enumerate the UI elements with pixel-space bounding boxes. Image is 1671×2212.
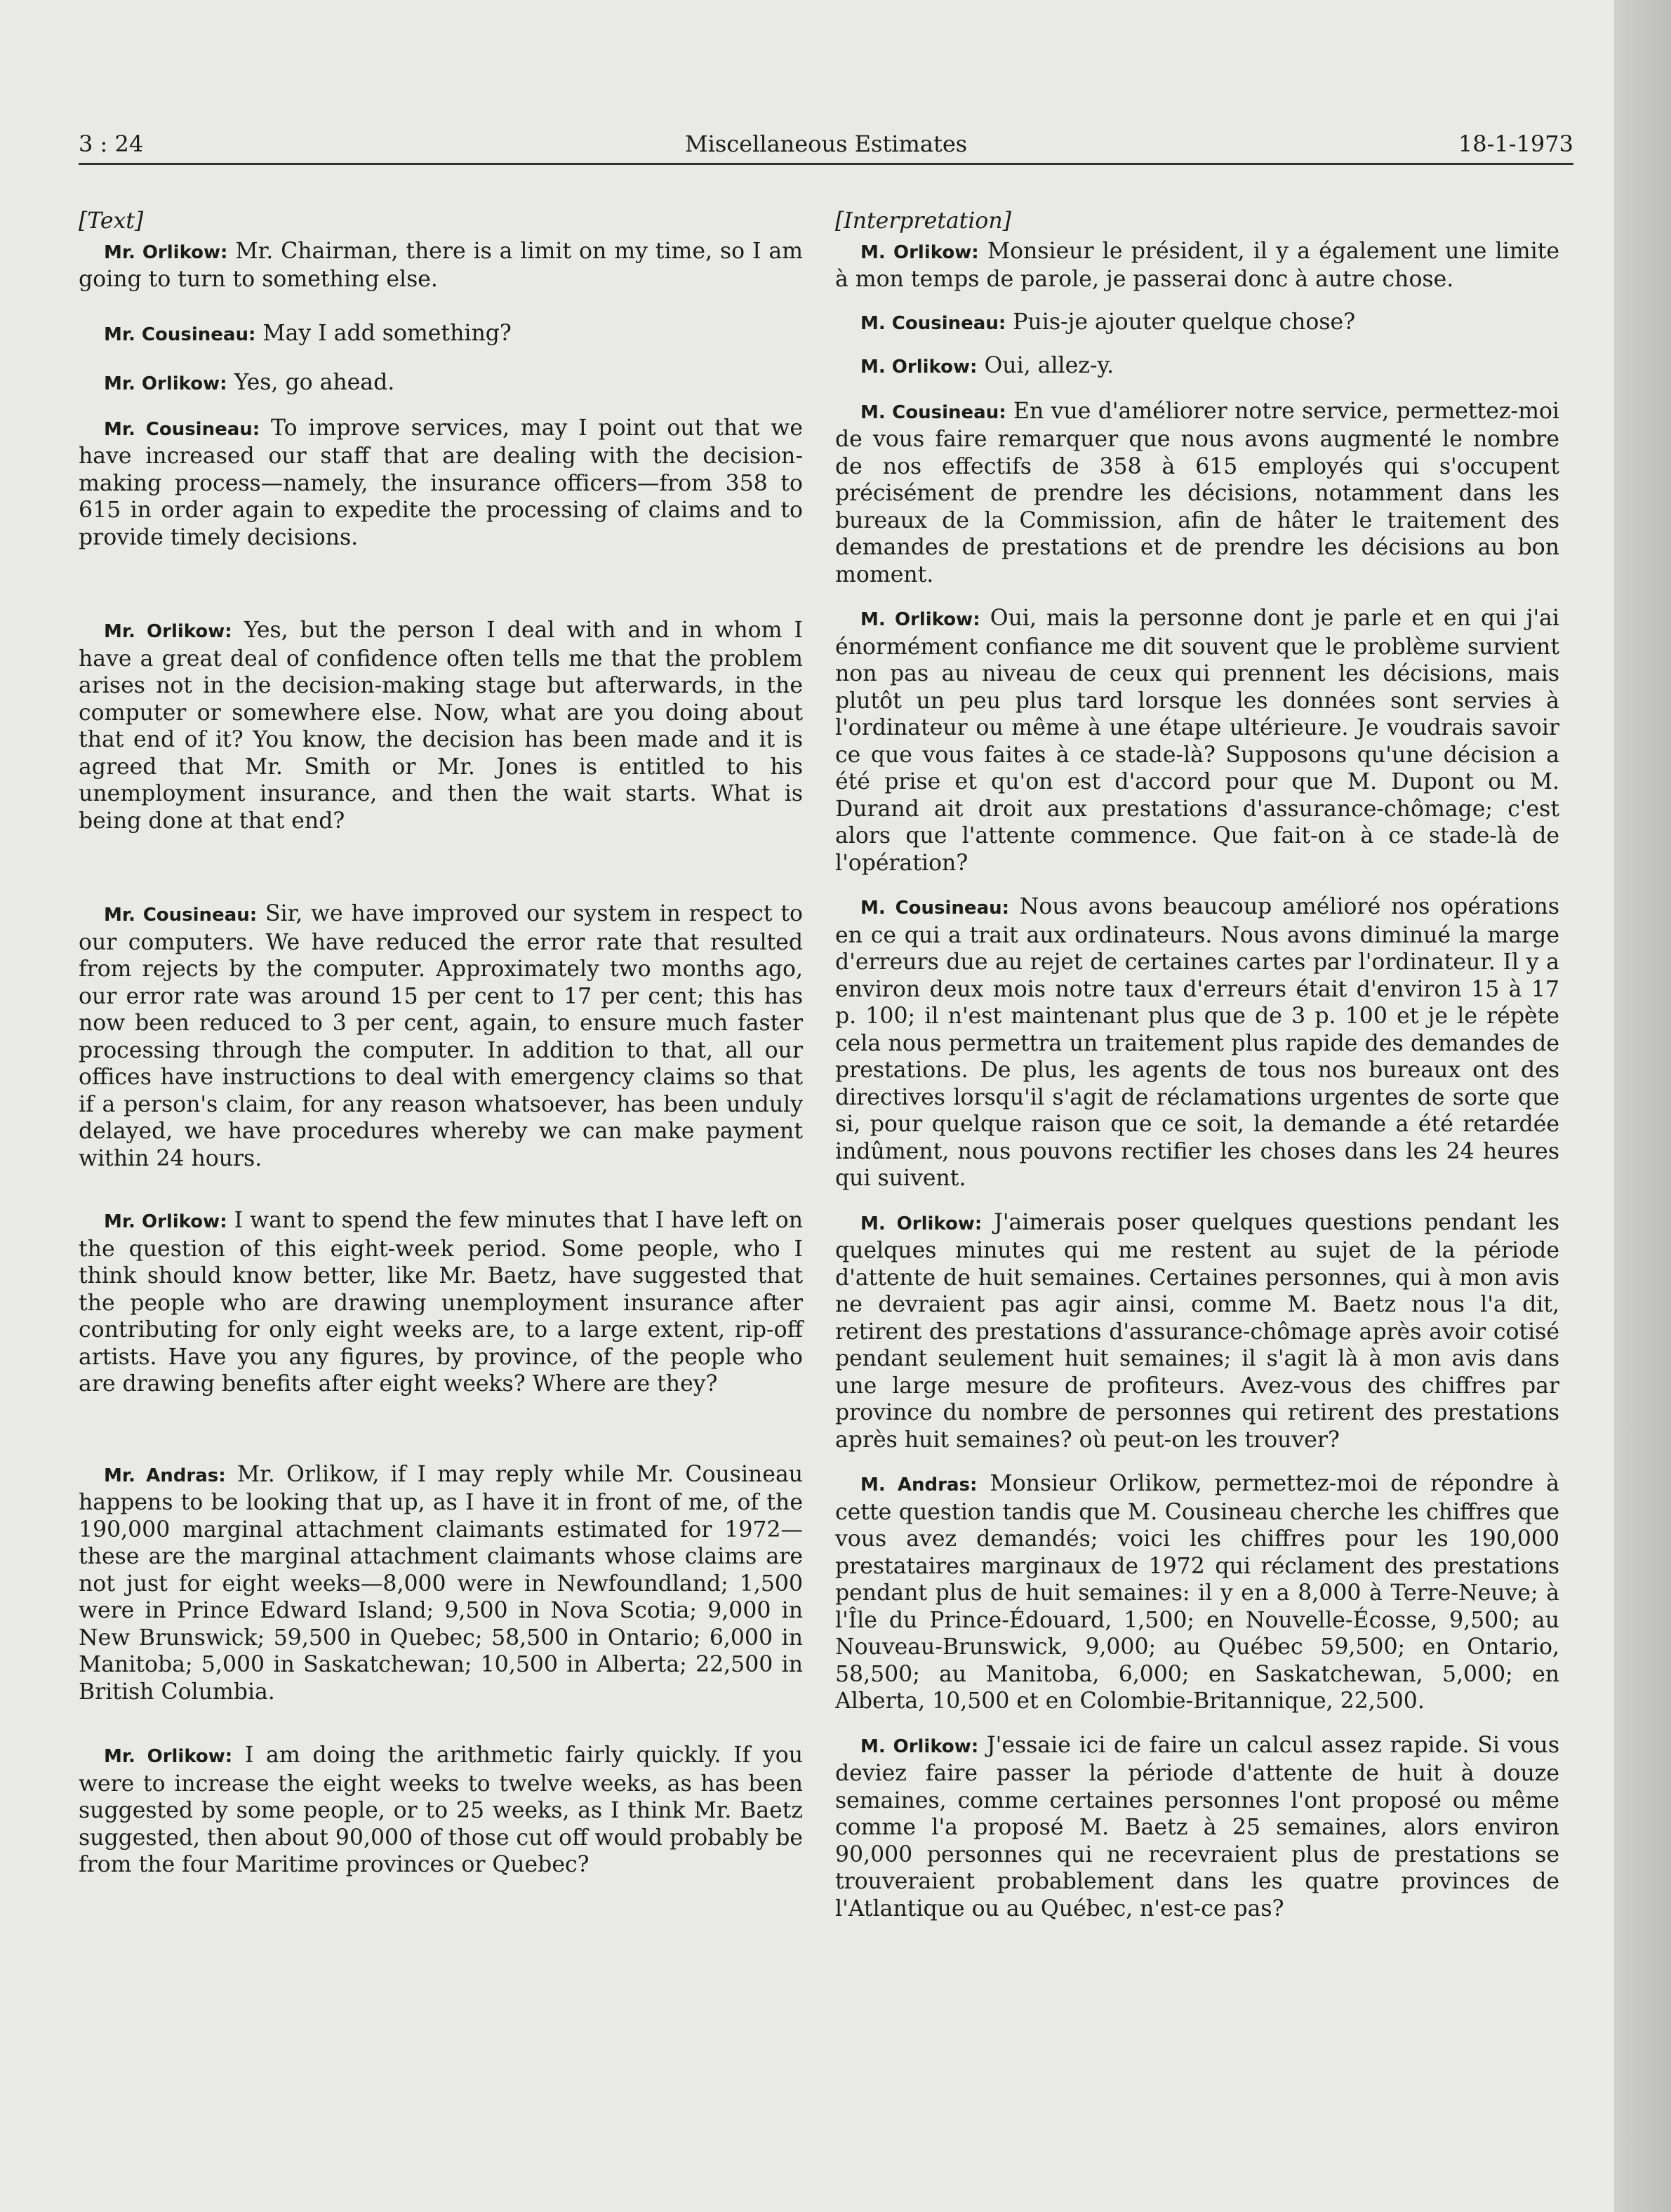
speaker-name: M. Orlikow: [860,241,979,263]
speech-text: Monsieur le président, il y a également une limite à mon temps de parole, je passerai donc à autre chose. [835,238,1559,292]
speech-text: I am doing the arithmetic fairly quickly. If you were to increase the eight weeks to twelve weeks, as has been suggested by some people, or to 25 weeks, as I think Mr. Baetz suggested, then about 90,000 of those cut off would probably be from the four Maritime provinces or Quebec? [79,1743,803,1877]
french-column [835,208,1559,1922]
speaker-name: M. Cousineau: [860,312,1006,334]
speaker-name: Mr. Orlikow: [104,373,227,394]
speaker-name: M. Cousineau: [860,401,1006,423]
paragraph [79,415,803,552]
speech-text: En vue d'améliorer notre service, permettez-moi de vous faire remarquer que nous avons augmenté le nombre de nos effectifs de 358 à 615 employés qui s'occupent précisément de prendre les décisions, notamment dans les bureaux de la Commission, afin de hâter le traitement des demandes de prestations et de prendre les décisions au bon moment. [835,398,1559,587]
speaker-name: Mr. Cousineau: [104,324,256,345]
paragraph [79,1461,803,1706]
speaker-name: M. Andras: [860,1474,978,1495]
speech-text: Oui, allez-y. [984,353,1114,378]
paragraph [79,900,803,1172]
speaker-name: M. Orlikow: [860,357,978,378]
speaker-name: M. Orlikow: [860,1213,983,1234]
speech-text: Nous avons beaucoup amélioré nos opérations en ce qui a trait aux ordinateurs. Nous avons diminué la marge d'erreurs due au rejet de certaines cartes par l'ordinateur. Il y a environ deux mois notre taux d'erreurs était d'environ 15 à 17 p. 100; il n'est maintenant plus que de 3 p. 100 et je le répète cela nous permettra un traitement plus rapide des demandes de prestations. De plus, les agents de tous nos bureaux ont des directives lorsqu'il s'agit de réclamations urgentes de sorte que si, pour quelque raison que ce soit, la demande a été retardée indûment, nous pouvons rectifier les choses dans les 24 heures qui suivent. [835,894,1559,1191]
speech-text: J'essaie ici de faire un calcul assez rapide. Si vous deviez faire passer la période d'attente de huit à douze semaines, comme certaines personnes l'ont proposé ou même comme l'a proposé M. Baetz à 25 semaines, alors environ 90,000 personnes qui ne recevraient plus de prestations se trouveraient probablement dans les quatre provinces de l'Atlantique ou au Québec, n'est-ce pas? [835,1732,1559,1921]
paragraph [79,238,803,293]
speech-text: I want to spend the few minutes that I have left on the question of this eight-week period. Some people, who I think should know better, like Mr. Baetz, have suggested that the people who are drawing unemployment insurance after contributing for only eight weeks are, to a large extent, rip-off artists. Have you any figures, by province, of the people who are drawing benefits after eight weeks? Where are they? [79,1208,803,1397]
speaker-name: M. Cousineau: [860,898,1010,919]
english-column [79,208,803,1879]
paragraph [835,1732,1559,1923]
page-header [79,124,1573,165]
speech-text: Oui, mais la personne dont je parle et en qui j'ai énormément confiance me dit souvent que le problème survient non pas au niveau de ceux qui prennent les décisions, mais plutôt un peu plus tard lorsque les données sont servies à l'ordinateur ou même à une étape ultérieure. Je voudrais savoir ce que vous faites à ce stade-là? Supposons qu'une décision a été prise et qu'on est d'accord pour que M. Dupont ou M. Durand ait droit aux prestations d'assurance-chômage; c'est alors que l'attente commence. Que fait-on à ce stade-là de l'opération? [835,606,1559,876]
column-label-interpretation: [Interpretation] [835,208,1011,234]
page-edge [1614,0,1671,2212]
speaker-name: Mr. Andras: [104,1465,226,1486]
speaker-name: M. Orlikow: [860,1735,979,1757]
paragraph [835,352,1559,381]
speaker-name: Mr. Orlikow: [104,241,228,263]
speech-text: Mr. Orlikow, if I may reply while Mr. Cousineau happens to be looking that up, as I have it in front of me, of the 190,000 marginal attachment claimants estimated for 1972—these are the marginal attachment claimants whose claims are not just for eight weeks—8,000 were in Newfoundland; 1,500 were in Prince Edward Island; 9,500 in Nova Scotia; 9,000 in New Brunswick; 59,500 in Quebec; 58,500 in Ontario; 6,000 in Manitoba; 5,000 in Saskatchewan; 10,500 in Alberta; 22,500 in British Columbia. [79,1461,804,1705]
speaker-name: Mr. Cousineau: [104,418,260,440]
column-label-text: [Text] [79,208,144,234]
paragraph [835,605,1559,877]
speech-text: Sir, we have improved our system in respect to our computers. We have reduced the error rate that resulted from rejects by the computer. Approximately two months ago, our error rate was around 15 per cent to 17 per cent; this has now been reduced to 3 per cent, again, to ensure much faster processing through the computer. In addition to that, all our offices have instructions to deal with emergency claims so that if a person's claim, for any reason whatsoever, has been unduly delayed, we have procedures whereby we can make payment within 24 hours. [79,901,803,1171]
paragraph [79,1207,803,1398]
speech-text: May I add something? [262,320,512,346]
running-title: Miscellaneous Estimates [684,131,968,157]
paragraph [79,320,803,349]
paragraph [835,893,1559,1192]
paragraph [79,617,803,834]
speaker-name: Mr. Orlikow: [104,1746,233,1767]
paragraph [835,1209,1559,1454]
speaker-name: Mr. Orlikow: [104,621,232,642]
speech-text: J'aimerais poser quelques questions pendant les quelques minutes qui me restent au sujet de la période d'attente de huit semaines. Certaines personnes, qui à mon avis ne devraient pas agir ainsi, comme M. Baetz nous l'a dit, retirent des prestations d'assurance-chômage après avoir cotisé pendant seulement huit semaines; il s'agit là à mon avis dans une large mesure de profiteurs. Avez-vous des chiffres par province du nombre de personnes qui retirent des prestations après huit semaines? où peut-on les trouver? [835,1209,1559,1453]
paragraph [79,369,803,398]
header-date: 18-1-1973 [1458,131,1573,157]
speaker-name: M. Orlikow: [860,609,980,630]
paragraph [835,398,1559,589]
speech-text: To improve services, may I point out that we have increased our staff that are dealing with the decision-making process—namely, the insurance officers—from 358 to 615 in order again to expedite the processing of claims and to provide timely decisions. [79,415,803,550]
speech-text: Mr. Chairman, there is a limit on my time, so I am going to turn to something else. [79,238,804,292]
speech-text: Puis-je ajouter quelque chose? [1013,309,1356,335]
speaker-name: Mr. Cousineau: [104,905,258,926]
paragraph [835,238,1559,293]
speaker-name: Mr. Orlikow: [104,1211,227,1232]
paragraph [835,309,1559,338]
speech-text: Monsieur Orlikow, permettez-moi de répondre à cette question tandis que M. Cousineau cherche les chiffres que vous avez demandés; voici les chiffres pour les 190,000 prestataires marginaux de 1972 qui réclament des prestations pendant plus de huit semaines: il y en a 8,000 à Terre-Neuve; à l'Île du Prince-Édouard, 1,500; en Nouvelle-Écosse, 9,500; au Nouveau-Brunswick, 9,000; au Québec 59,500; en Ontario, 58,500; au Manitoba, 6,000; en Saskatchewan, 5,000; en Alberta, 10,500 et en Colombie-Britannique, 22,500. [835,1471,1559,1714]
paragraph [835,1470,1559,1715]
paragraph [79,1742,803,1879]
speech-text: Yes, go ahead. [234,370,395,395]
speech-text: Yes, but the person I deal with and in whom I have a great deal of confidence often tells me that the problem arises not in the decision-making stage but afterwards, in the computer or somewhere else. Now, what are you doing about that end of it? You know, the decision has been made and it is agreed that Mr. Smith or Mr. Jones is entitled to his unemployment insurance, and then the wait starts. What is being done at that end? [79,618,804,834]
page-number: 3 : 24 [79,131,144,157]
